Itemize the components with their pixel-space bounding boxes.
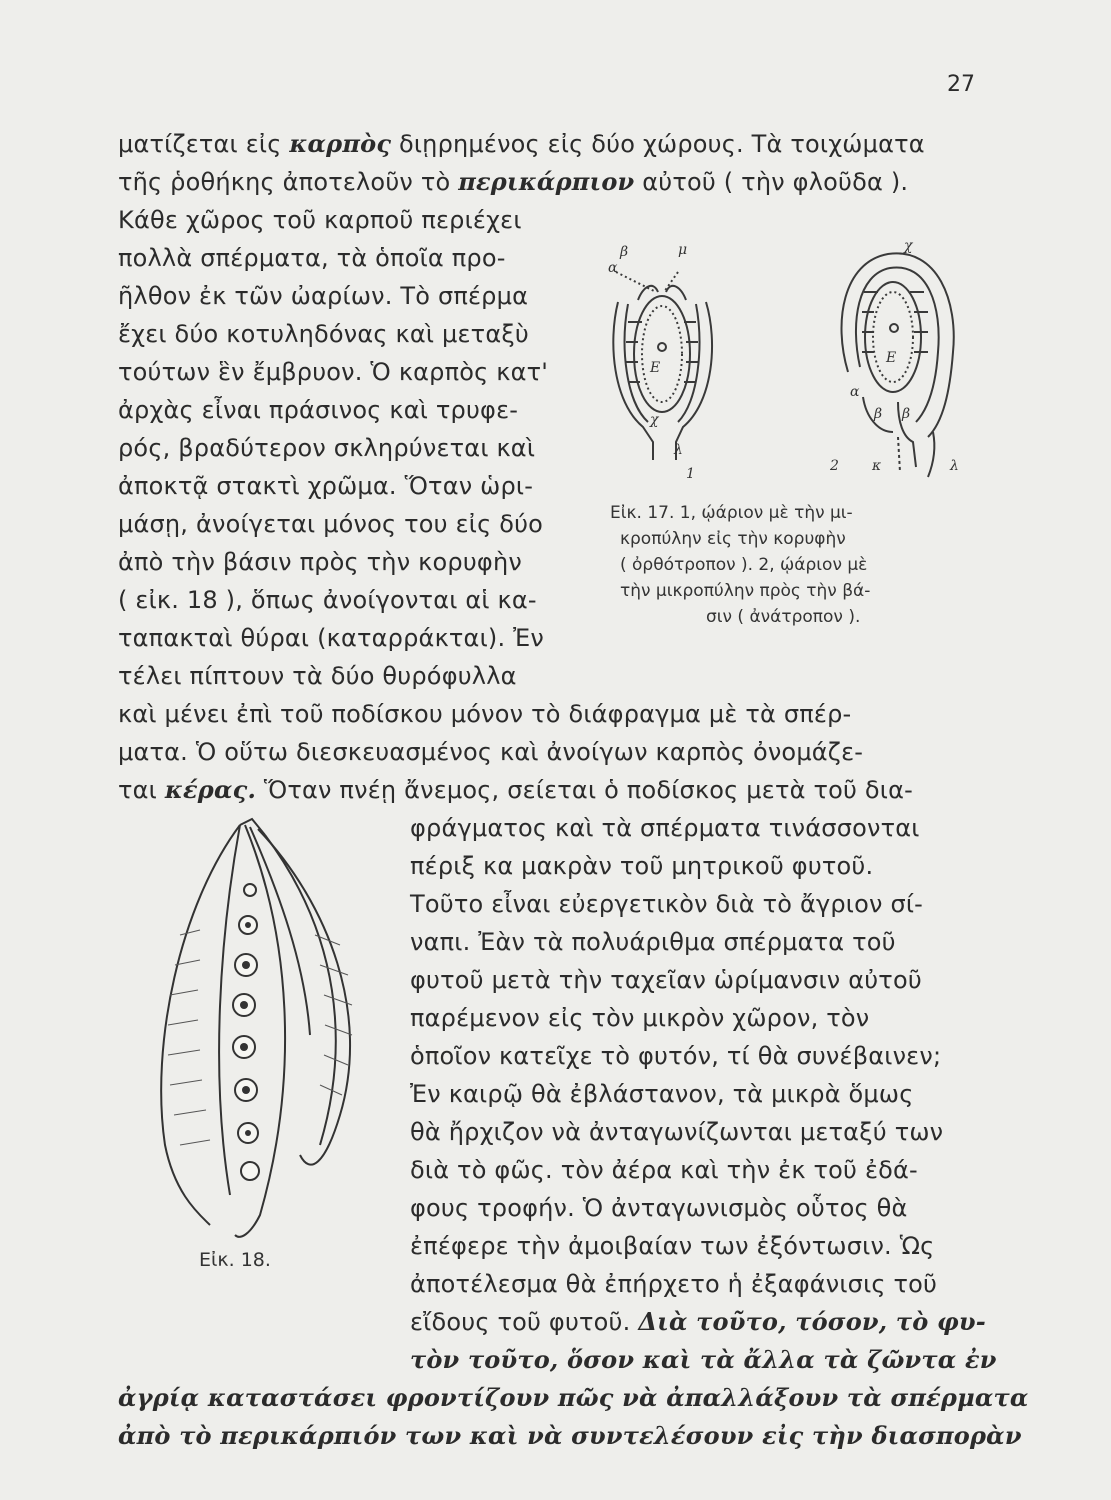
emphasized-term: Διὰ τοῦτο, τόσον, τὸ φυ- [638,1307,986,1336]
valve-hatching [168,930,352,1145]
label-beta-2b: β [902,406,911,422]
emphasized-term: τὸν τοῦτο, ὅσον καὶ τὰ ἄλλα τὰ ζῶντα ἐν [410,1345,997,1374]
text-line [410,1077,913,1111]
text-run: φυτοῦ μετὰ τὴν ταχεῖαν ὡρίμανσιν αὐτοῦ [410,966,922,994]
text-run: καὶ μένει ἐπὶ τοῦ ποδίσκου μόνον τὸ διάφραγμα μὲ τὰ σπέρ- [118,700,852,728]
text-line [118,279,528,313]
text-line [118,735,863,769]
text-run: πολλὰ σπέρματα, τὰ ὁποῖα προ- [118,244,506,272]
emphasized-term: ἀγρίᾳ καταστάσει φροντίζουν πῶς νὰ ἀπαλλάξουν τὰ σπέρματα [118,1383,1029,1412]
text-run: ναπι. Ἐὰν τὰ πολυάριθμα σπέρματα τοῦ [410,928,896,956]
text-line [118,697,851,731]
text-run: Ὅταν πνέῃ ἄνεμος, σείεται ὁ ποδίσκος μετὰ τοῦ δια- [256,776,913,804]
caption-line: τὴν μικροπύλην πρὸς τὴν βά- [620,581,871,601]
text-run: διὰ τὸ φῶς. τὸν ἀέρα καὶ τὴν ἐκ τοῦ ἐδά- [410,1156,918,1184]
text-run: ( εἰκ. 18 ), ὅπως ἀνοίγονται αἱ κα- [118,586,537,614]
label-alpha-2: α [850,384,860,400]
text-run: τῆς ῥοθήκης ἀποτελοῦν τὸ [118,168,459,196]
text-run: ἀποκτᾷ στακτὶ χρῶμα. Ὅταν ὡρι- [118,472,534,500]
label-epsilon-2: Ε [886,350,897,366]
text-line [410,925,896,959]
text-run: ρός, βραδύτερον σκληρύνεται καὶ [118,434,536,462]
text-line [410,1039,941,1073]
text-run: ται [118,776,165,804]
text-line [118,545,522,579]
text-run: φράγματος καὶ τὰ σπέρματα τινάσσονται [410,814,920,842]
text-line [410,1115,943,1149]
text-line [118,469,533,503]
text-line [118,355,548,389]
text-run: ματίζεται εἰς [118,130,290,158]
label-chi-2: χ [904,238,913,254]
label-number-2: 2 [830,458,839,474]
text-run: ἀποτέλεσμα θὰ ἐπήρχετο ἡ ἐξαφάνισις τοῦ [410,1270,938,1298]
text-run: φους τροφήν. Ὁ ἀνταγωνισμὸς οὗτος θὰ [410,1194,908,1222]
label-lambda-2: λ [950,458,959,474]
text-line [118,659,517,693]
emphasized-term: περικάρπιον [458,167,635,196]
figure-17-ovules [598,232,978,492]
label-lambda-1: λ [674,442,683,458]
text-run: τέλει πίπτουν τὰ δύο θυρόφυλλα [118,662,517,690]
opened-silique-drawing [140,815,410,1245]
text-line [118,507,543,541]
text-line [410,1001,869,1035]
text-run: ἀπὸ τὴν βάσιν πρὸς τὴν κορυφὴν [118,548,522,576]
figure-18-silique [140,815,410,1245]
label-alpha-1: α [608,260,618,276]
caption-line: ( ὀρθότροπον ). 2, ῴάριον μὲ [620,555,868,575]
text-line [118,1419,1022,1453]
text-run: ἀρχὰς εἶναι πράσινος καὶ τρυφε- [118,396,519,424]
orthotropous-ovule [613,272,712,460]
text-line [410,1191,908,1225]
text-line [410,1305,986,1339]
text-run: μάσῃ, ἀνοίγεται μόνος του εἰς δύο [118,510,544,538]
text-line [410,1267,937,1301]
text-run: ῆλθον ἐκ τῶν ὠαρίων. Τὸ σπέρμα [118,282,529,310]
text-run: διῃρημένος εἰς δύο χώρους. Τὰ τοιχώματα [391,130,925,158]
caption-line: Εἰκ. 17. 1, ῴάριον μὲ τὴν μι- [610,503,853,523]
text-run: Ἐν καιρῷ θὰ ἐβλάστανον, τὰ μικρὰ ὅμως [410,1080,914,1108]
seeds [233,884,259,1180]
label-chi-1: χ [650,412,659,428]
text-line [410,887,923,921]
label-beta-1: β [620,244,629,260]
label-mu-1: μ [678,242,688,258]
text-run: ταπακταὶ θύραι (καταρράκται). Ἐν [118,624,544,652]
text-line [118,1381,1029,1415]
text-line [118,583,537,617]
figure-17-caption [610,500,870,630]
text-line [118,241,506,275]
label-kappa-2: κ [872,458,882,474]
text-line [118,621,544,655]
text-line [410,1229,934,1263]
emphasized-term: ἀπὸ τὸ περικάρπιόν των καὶ νὰ συντελέσουν εἰς τὴν διασπορὰν [118,1421,1022,1450]
text-line [410,811,920,845]
text-run: ματα. Ὁ οὕτω διεσκευασμένος καὶ ἀνοίγων καρπὸς ὀνομάζε- [118,738,864,766]
text-line [118,127,925,161]
text-run: ὁποῖον κατεῖχε τὸ φυτόν, τί θὰ συνέβαινεν; [410,1042,942,1070]
caption-line: κροπύλην εἰς τὴν κορυφὴν [620,529,846,549]
emphasized-term: καρπὸς [289,129,392,158]
text-line [118,773,913,807]
label-number-1: 1 [686,466,695,482]
text-run: Τοῦτο εἶναι εὐεργετικὸν διὰ τὸ ἄγριον σί- [410,890,924,918]
text-run: θὰ ἤρχιζον νὰ ἀνταγωνίζωνται μεταξύ των [410,1118,944,1146]
text-run: ἐπέφερε τὴν ἀμοιβαίαν των ἐξόντωσιν. Ὡς [410,1232,935,1260]
caption-line: σιν ( ἀνάτροπον ). [706,607,861,627]
text-line [118,317,529,351]
text-run: παρέμενον εἰς τὸν μικρὸν χῶρον, τὸν [410,1004,870,1032]
text-line [410,849,873,883]
text-line [410,1153,918,1187]
text-line [410,963,922,997]
text-run: πέριξ κα μακρὰν τοῦ μητρικοῦ φυτοῦ. [410,852,874,880]
text-line [118,393,518,427]
page-number: 27 [947,72,975,97]
text-run: εἴδους τοῦ φυτοῦ. [410,1308,639,1336]
text-line [410,1343,997,1377]
figure-18-caption: Εἰκ. 18. [199,1249,271,1271]
label-epsilon-1: Ε [650,360,661,376]
anatropous-ovule [841,253,953,477]
text-run: τούτων ἓν ἔμβρυον. Ὁ καρπὸς κατ' [118,358,549,386]
text-run: Κάθε χῶρος τοῦ καρποῦ περιέχει [118,206,522,234]
emphasized-term: κέρας. [164,775,257,804]
label-beta-2a: β [874,406,883,422]
text-line [118,431,535,465]
text-run: αὐτοῦ ( τὴν φλοῦδα ). [634,168,909,196]
text-line [118,165,908,199]
text-run: ἔχει δύο κοτυληδόνας καὶ μεταξὺ [118,320,530,348]
text-line [118,203,522,237]
